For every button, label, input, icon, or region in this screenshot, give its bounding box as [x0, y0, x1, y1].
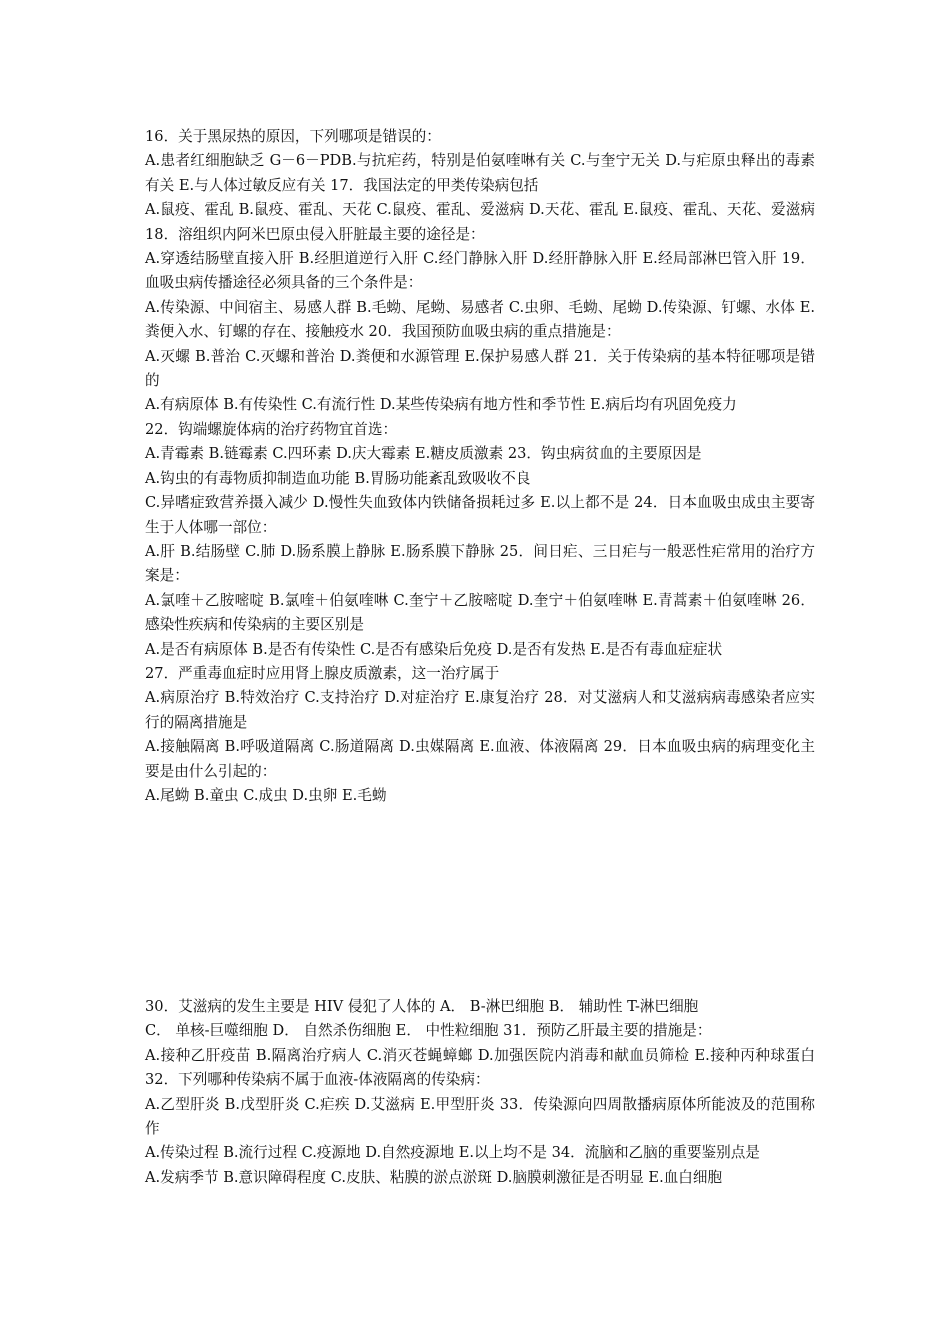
text-line: A.发病季节 B.意识障碍程度 C.皮肤、粘膜的淤点淤斑 D.脑膜刺激征是否明显 E.血白细胞 — [145, 1168, 723, 1186]
text-line: A.灭螺 B.普治 C.灭螺和普治 D.粪便和水源管理 E.保护易感人群 21．关于传染病的基本特征哪项是错的 — [145, 347, 815, 390]
text-line: A.青霉素 B.链霉素 C.四环素 D.庆大霉素 E.糖皮质激素 23．钩虫病贫血的主要原因是 — [145, 445, 702, 463]
text-line: 22．钩端螺旋体病的治疗药物宜首选： — [145, 420, 398, 438]
text-line: A.穿透结肠壁直接入肝 B.经胆道逆行入肝 C.经门静脉入肝 D.经肝静脉入肝 E.经局部淋巴管入肝 19．血吸虫病传播途径必须具备的三个条件是： — [145, 250, 815, 292]
text-line: 27．严重毒血症时应用肾上腺皮质激素，这一治疗属于 — [145, 664, 500, 682]
text-line: 16．关于黑尿热的原因，下列哪项是错误的： — [145, 128, 441, 145]
text-line: C.异嗜症致营养摄入减少 D.慢性失血致体内铁储备损耗过多 E.以上都不是 24．日本血吸虫成虫主要寄生于人体哪一部位： — [145, 494, 815, 536]
question-block-30-34 — [145, 995, 815, 1190]
text-line: A.传染源、中间宿主、易感人群 B.毛蚴、尾蚴、易感者 C.虫卵、毛蚴、尾蚴 D.传染源、钉螺、水体 E.粪便入水、钉螺的存在、接触疫水 20．我国预防血吸虫病的重点措施是： — [145, 298, 815, 341]
text-line: A.是否有病原体 B.是否有传染性 C.是否有感染后免疫 D.是否有发热 E.是否有毒血症症状 — [145, 640, 723, 658]
question-block-16-29 — [145, 125, 815, 808]
text-line: A.病原治疗 B.特效治疗 C.支持治疗 D.对症治疗 E.康复治疗 28．对艾滋病人和艾滋病病毒感染者应实行的隔离措施是 — [145, 689, 815, 731]
text-line: A.肝 B.结肠壁 C.肺 D.肠系膜上静脉 E.肠系膜下静脉 25．间日疟、三日疟与一般恶性疟常用的治疗方案是： — [145, 542, 815, 585]
text-line: 30．艾滋病的发生主要是 HIV 侵犯了人体的 A． B-淋巴细胞 B． 辅助性 T-淋巴细胞 — [145, 998, 699, 1015]
text-line: A.接种乙肝疫苗 B.隔离治疗病人 C.消灭苍蝇蟑螂 D.加强医院内消毒和献血员筛检 E.接种丙种球蛋白 32．下列哪种传染病不属于血液-体液隔离的传染病： — [145, 1046, 815, 1089]
text-line: A.氯喹＋乙胺嘧啶 B.氯喹＋伯氨喹啉 C.奎宁＋乙胺嘧啶 D.奎宁＋伯氨喹啉 E.青蒿素＋伯氨喹啉 26．感染性疾病和传染病的主要区别是 — [145, 591, 815, 634]
text-line: A.尾蚴 B.童虫 C.成虫 D.虫卵 E.毛蚴 — [145, 786, 387, 804]
text-line: A.传染过程 B.流行过程 C.疫源地 D.自然疫源地 E.以上均不是 34．流脑和乙脑的重要鉴别点是 — [145, 1144, 760, 1162]
text-line: A.有病原体 B.有传染性 C.有流行性 D.某些传染病有地方性和季节性 E.病后均有巩固免疫力 — [145, 396, 737, 414]
text-line: A.鼠疫、霍乱 B.鼠疫、霍乱、天花 C.鼠疫、霍乱、爱滋病 D.天花、霍乱 E.鼠疫、霍乱、天花、爱滋病 18．溶组织内阿米巴原虫侵入肝脏最主要的途径是： — [145, 201, 815, 243]
text-line: A.钩虫的有毒物质抑制造血功能 B.胃肠功能紊乱致吸收不良 — [145, 469, 531, 487]
text-line: A.乙型肝炎 B.戊型肝炎 C.疟疾 D.艾滋病 E.甲型肝炎 33．传染源向四周散播病原体所能波及的范围称作 — [145, 1095, 815, 1138]
text-line: A.接触隔离 B.呼吸道隔离 C.肠道隔离 D.虫媒隔离 E.血液、体液隔离 29．日本血吸虫病的病理变化主要是由什么引起的： — [145, 738, 815, 780]
text-line: A.患者红细胞缺乏 G－6－PDB.与抗疟药，特别是伯氨喹啉有关 C.与奎宁无关 D.与疟原虫释出的毒素有关 E.与人体过敏反应有关 17．我国法定的甲类传染病包括 — [145, 152, 815, 194]
text-line: C． 单核-巨噬细胞 D． 自然杀伤细胞 E． 中性粒细胞 31．预防乙肝最主要的措施是： — [145, 1022, 712, 1040]
